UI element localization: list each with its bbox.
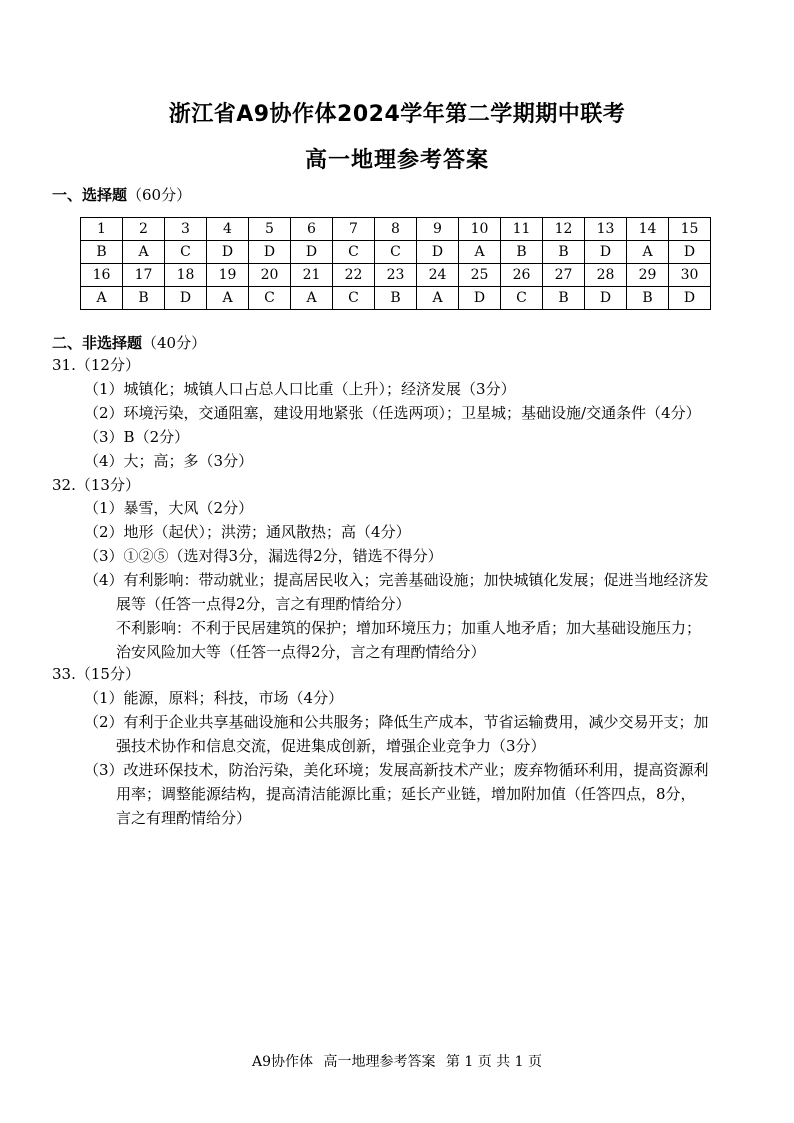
answer-cell: A: [123, 241, 165, 264]
footer-page-number: 第 1 页 共 1 页: [445, 1054, 542, 1070]
answer-line: （1）能源，原料；科技，市场（4分）: [84, 689, 344, 707]
footer-doc-name: 高一地理参考答案: [323, 1054, 436, 1070]
answer-cell: A: [207, 287, 249, 310]
question-number: 21: [291, 264, 333, 287]
question-number: 28: [585, 264, 627, 287]
question-number: 19: [207, 264, 249, 287]
table-row: [81, 264, 711, 287]
answer-table: [80, 217, 711, 310]
document-title: 浙江省A9协作体2024学年第二学期期中联考: [168, 102, 626, 127]
answer-cell: B: [123, 287, 165, 310]
page-footer: [0, 1051, 794, 1071]
footer-org: A9协作体: [251, 1054, 314, 1070]
answer-line: （4）有利影响：带动就业；提高居民收入；完善基础设施；加快城镇化发展；促进当地经济发: [84, 571, 709, 589]
question-32-header: 32.（13分）: [52, 476, 140, 494]
answer-line: （1）暴雪，大风（2分）: [84, 499, 254, 517]
question-number: 23: [375, 264, 417, 287]
answer-line: （3）①②⑤（选对得3分，漏选得2分，错选不得分）: [84, 547, 443, 565]
question-number: 29: [627, 264, 669, 287]
question-number: 5: [249, 218, 291, 241]
question-number: 2: [123, 218, 165, 241]
question-number: 30: [669, 264, 711, 287]
section-score: （60分）: [127, 186, 192, 204]
answer-cell: B: [543, 287, 585, 310]
document-subtitle: 高一地理参考答案: [304, 148, 489, 173]
question-number: 12: [543, 218, 585, 241]
answer-line: （2）地形（起伏）；洪涝；通风散热；高（4分）: [84, 523, 411, 541]
answer-line: （1）城镇化；城镇人口占总人口比重（上升）；经济发展（3分）: [84, 380, 516, 398]
question-number: 10: [459, 218, 501, 241]
answer-cell: D: [417, 241, 459, 264]
question-number: 25: [459, 264, 501, 287]
question-number: 16: [81, 264, 123, 287]
question-number: 17: [123, 264, 165, 287]
question-number: 7: [333, 218, 375, 241]
answer-line: （2）环境污染，交通阻塞，建设用地紧张（任选两项）；卫星城；基础设施/交通条件（4分）: [84, 404, 701, 422]
table-row: [81, 241, 711, 264]
question-number: 9: [417, 218, 459, 241]
answer-cell: D: [459, 287, 501, 310]
answer-cell: C: [249, 287, 291, 310]
question-number: 20: [249, 264, 291, 287]
question-number: 6: [291, 218, 333, 241]
section-title: 二、非选择题: [52, 334, 143, 352]
question-number: 13: [585, 218, 627, 241]
question-number: 24: [417, 264, 459, 287]
answer-line: （2）有利于企业共享基础设施和公共服务；降低生产成本，节省运输费用，减少交易开支；加: [84, 713, 709, 731]
answer-cell: D: [165, 287, 207, 310]
question-number: 1: [81, 218, 123, 241]
answer-line-continuation: 用率；调整能源结构，提高清洁能源比重；延长产业链，增加附加值（任答四点，8分，: [116, 785, 696, 803]
answer-cell: A: [417, 287, 459, 310]
answer-cell: B: [543, 241, 585, 264]
answer-line: （3）改进环保技术，防治污染，美化环境；发展高新技术产业；废弃物循环利用，提高资源利: [84, 761, 709, 779]
answer-cell: B: [501, 241, 543, 264]
table-row: [81, 218, 711, 241]
question-number: 18: [165, 264, 207, 287]
answer-cell: C: [165, 241, 207, 264]
answer-line-continuation: 言之有理酌情给分）: [116, 809, 252, 827]
answer-cell: D: [207, 241, 249, 264]
question-number: 26: [501, 264, 543, 287]
section-title: 一、选择题: [52, 186, 128, 204]
question-number: 14: [627, 218, 669, 241]
answer-cell: A: [627, 241, 669, 264]
question-number: 22: [333, 264, 375, 287]
question-number: 3: [165, 218, 207, 241]
answer-line: （4）大；高；多（3分）: [84, 452, 254, 470]
table-row: [81, 287, 711, 310]
section-score: （40分）: [142, 334, 207, 352]
section-heading-non-choice: [52, 332, 206, 353]
answer-cell: C: [333, 287, 375, 310]
answer-cell: B: [81, 241, 123, 264]
answer-cell: C: [375, 241, 417, 264]
answer-line-continuation: 不利影响：不利于民居建筑的保护；增加环境压力；加重人地矛盾；加大基础设施压力；: [116, 619, 702, 637]
section-heading-choice: [52, 184, 191, 205]
answer-cell: A: [459, 241, 501, 264]
answer-cell: C: [333, 241, 375, 264]
answer-cell: D: [669, 287, 711, 310]
answer-cell: B: [627, 287, 669, 310]
question-number: 4: [207, 218, 249, 241]
answer-cell: D: [585, 241, 627, 264]
answer-cell: D: [291, 241, 333, 264]
answer-cell: C: [501, 287, 543, 310]
question-number: 8: [375, 218, 417, 241]
answer-line: （3）B（2分）: [84, 428, 190, 446]
answer-cell: A: [81, 287, 123, 310]
answer-line-continuation: 展等（任答一点得2分，言之有理酌情给分）: [116, 595, 411, 613]
question-31-header: 31.（12分）: [52, 356, 140, 374]
answer-line-continuation: 强技术协作和信息交流，促进集成创新，增强企业竞争力（3分）: [116, 737, 546, 755]
question-number: 15: [669, 218, 711, 241]
question-number: 27: [543, 264, 585, 287]
answer-cell: B: [375, 287, 417, 310]
answer-cell: D: [669, 241, 711, 264]
answer-cell: A: [291, 287, 333, 310]
answer-cell: D: [249, 241, 291, 264]
answer-cell: D: [585, 287, 627, 310]
answer-line-continuation: 治安风险加大等（任答一点得2分，言之有理酌情给分）: [116, 643, 486, 661]
question-number: 11: [501, 218, 543, 241]
question-33-header: 33.（15分）: [52, 665, 140, 683]
